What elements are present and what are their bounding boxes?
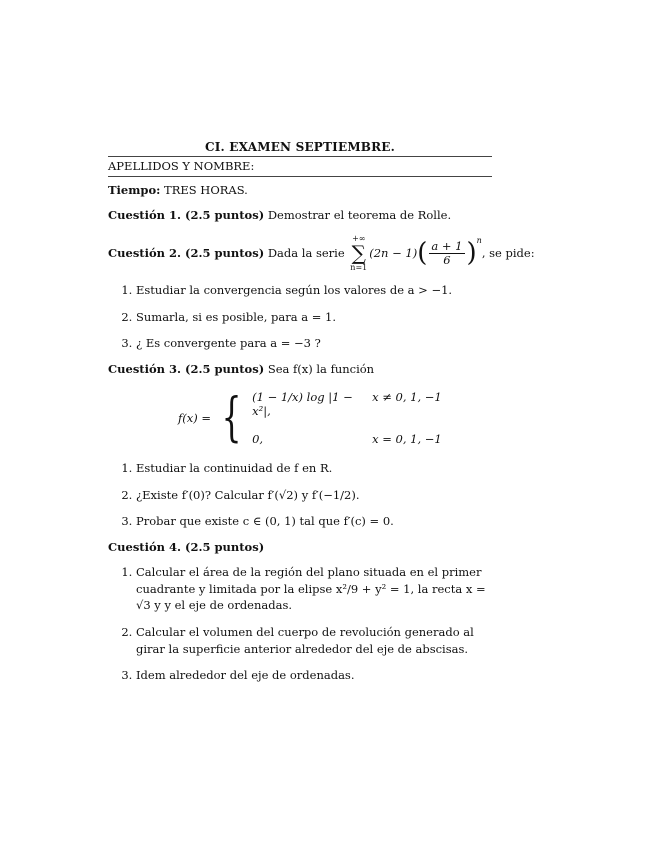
list-item: 1. Calcular el área de la región del plano situada en el primer cuadrante y limitada por la elipse x²/9 + y² = 1, la recta x = √3 y y el eje de ordenadas.: [136, 564, 492, 614]
case-row: [252, 432, 442, 446]
question-heading: Cuestión 1. (2.5 puntos): [108, 208, 265, 222]
question-1: [108, 208, 492, 222]
divider: [108, 176, 492, 177]
question-intro: Dada la serie: [267, 246, 345, 260]
question-4: [108, 540, 492, 554]
list-item: 2. Sumarla, si es posible, para a = 1.: [136, 309, 492, 326]
question-2-items: [108, 282, 492, 352]
sum-lower-limit: n=1: [350, 263, 368, 272]
time-line: [108, 181, 492, 200]
list-item: 3. Idem alrededor del eje de ordenadas.: [136, 667, 492, 684]
fraction-numerator: a + 1: [431, 238, 463, 253]
page-title: CI. EXAMEN SEPTIEMBRE.: [204, 140, 396, 154]
series-factor: (2n − 1): [369, 246, 418, 260]
time-value: TRES HORAS.: [164, 183, 248, 197]
case-condition: x = 0, 1, −1: [372, 432, 442, 447]
case-expression: 0,: [252, 432, 264, 447]
sum-upper-limit: +∞: [352, 234, 366, 243]
list-item: 3. ¿ Es convergente para a = −3 ?: [136, 335, 492, 352]
list-item: 2. ¿Existe f′(0)? Calcular f′(√2) y f′(−1/2).: [136, 487, 492, 504]
question-intro: Sea f(x) la función: [267, 362, 375, 377]
summation-symbol: +∞ ∑ n=1: [350, 234, 368, 272]
time-label: Tiempo:: [108, 183, 161, 197]
list-item: 2. Calcular el volumen del cuerpo de revolución generado al girar la superficie anterior alrededor del eje de abscisas.: [136, 624, 492, 657]
question-2: Cuestión 2. (2.5 puntos) Dada la serie +∞ ∑ n=1 (2n − 1) ( $\frac{a + 1}{6}$ ) $^n$ , se pide:: [108, 234, 535, 272]
function-lhs: f(x) =: [178, 411, 212, 426]
question-text: Demostrar el teorema de Rolle.: [267, 208, 452, 222]
question-3-items: [108, 460, 492, 530]
question-heading: Cuestión 4. (2.5 puntos): [108, 540, 265, 555]
question-3: [108, 362, 492, 376]
question-heading: Cuestión 2. (2.5 puntos): [108, 246, 265, 260]
list-item: 3. Probar que existe c ∈ (0, 1) tal que f′(c) = 0.: [136, 513, 492, 530]
fraction-denominator: 6: [443, 252, 451, 267]
case-expression: (1 − 1/x) log |1 − x²|,: [252, 390, 353, 419]
case-row: [252, 390, 442, 418]
exam-page: [108, 140, 535, 694]
series-fraction: [429, 240, 464, 266]
piecewise-function: f(x) = { (1 − 1/x) log |1 − x²|, x ≠ 0, 1, −1 0, x = 0, 1, −1: [178, 388, 442, 449]
question-tail: , se pide:: [481, 246, 535, 260]
question-4-items: [108, 564, 492, 684]
question-heading: Cuestión 3. (2.5 puntos): [108, 362, 265, 377]
name-field-label: APELLIDOS Y NOMBRE:: [108, 159, 255, 173]
list-item: 1. Estudiar la convergencia según los valores de a > −1.: [136, 282, 492, 299]
list-item: 1. Estudiar la continuidad de f en R.: [136, 460, 492, 477]
series-exponent: n: [476, 236, 482, 245]
case-condition: x ≠ 0, 1, −1: [372, 390, 442, 405]
